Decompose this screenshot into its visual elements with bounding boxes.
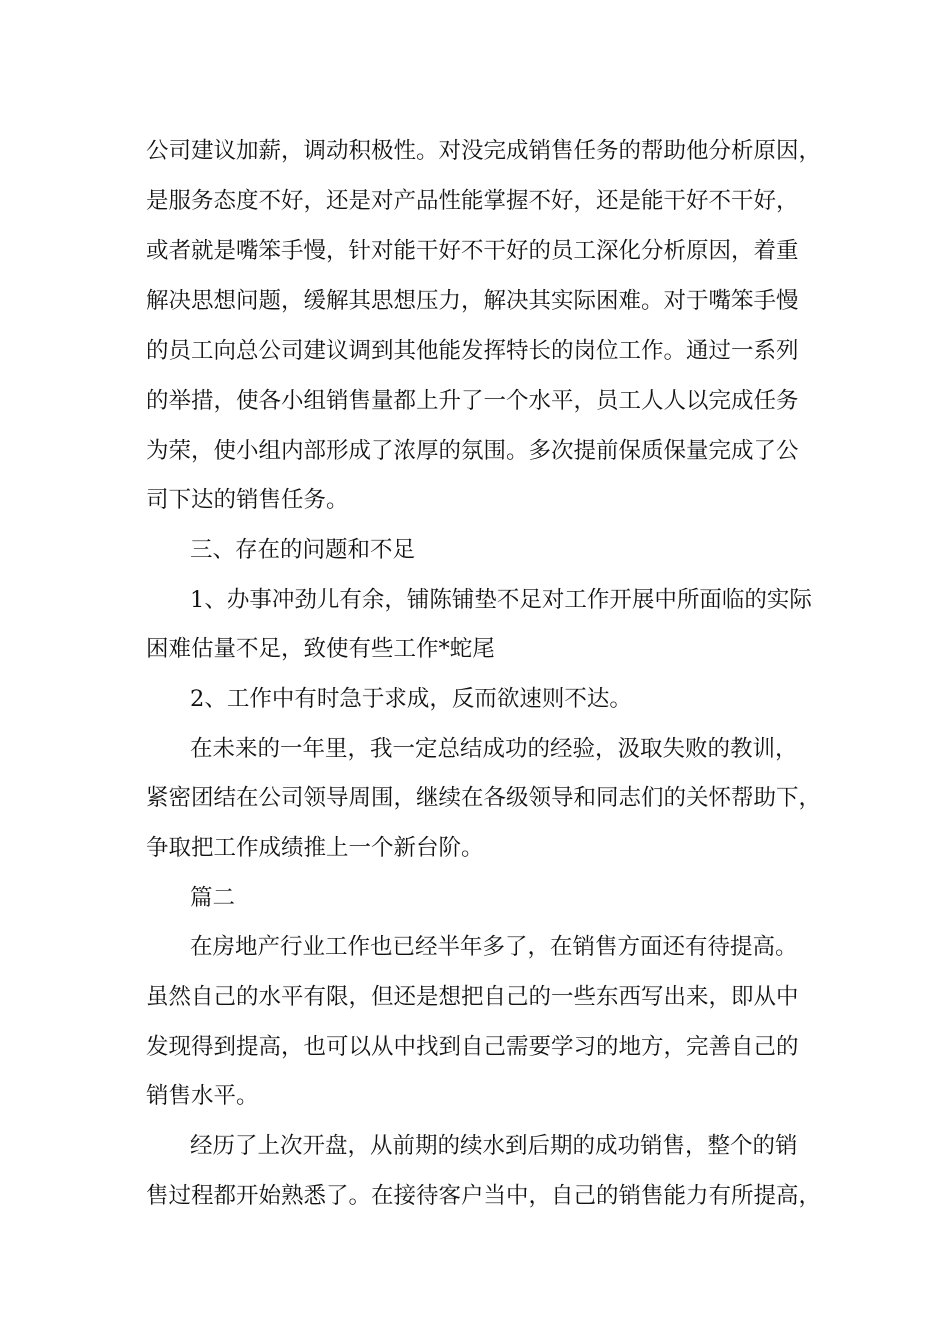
text-line: 紧密团结在公司领导周围，继续在各级领导和同志们的关怀帮助下， xyxy=(146,785,822,811)
paragraph-start: 在未来的一年里，我一定总结成功的经验，汲取失败的教训， xyxy=(190,736,798,762)
text-line: 是服务态度不好，还是对产品性能掌握不好，还是能干好不干好， xyxy=(146,188,799,214)
text-line: 虽然自己的水平有限，但还是想把自己的一些东西写出来，即从中 xyxy=(146,984,799,1010)
text-line: 的员工向总公司建议调到其他能发挥特长的岗位工作。通过一系列 xyxy=(146,338,799,364)
text-line: 解决思想问题，缓解其思想压力，解决其实际困难。对于嘴笨手慢 xyxy=(146,288,799,314)
list-item: 2、工作中有时急于求成，反而欲速则不达。 xyxy=(190,686,632,712)
text-line: 销售水平。 xyxy=(146,1083,259,1109)
paragraph-start: 经历了上次开盘，从前期的续水到后期的成功销售，整个的销 xyxy=(190,1133,798,1159)
text-line: 的举措，使各小组销售量都上升了一个水平，员工人人以完成任务 xyxy=(146,388,799,414)
text-line: 或者就是嘴笨手慢，针对能干好不干好的员工深化分析原因，着重 xyxy=(146,238,799,264)
text-line: 困难估量不足，致使有些工作*蛇尾 xyxy=(146,636,495,662)
text-line: 公司建议加薪，调动积极性。对没完成销售任务的帮助他分析原因， xyxy=(146,138,822,164)
text-line: 售过程都开始熟悉了。在接待客户当中，自己的销售能力有所提高， xyxy=(146,1183,822,1209)
section-heading: 三、存在的问题和不足 xyxy=(190,537,416,563)
text-line: 发现得到提高，也可以从中找到自己需要学习的地方，完善自己的 xyxy=(146,1034,799,1060)
list-item: 1、办事冲劲儿有余，铺陈铺垫不足对工作开展中所面临的实际 xyxy=(190,587,812,613)
paragraph-start: 在房地产行业工作也已经半年多了，在销售方面还有待提高。 xyxy=(190,934,798,960)
text-line: 争取把工作成绩推上一个新台阶。 xyxy=(146,835,484,861)
text-line: 为荣，使小组内部形成了浓厚的氛围。多次提前保质保量完成了公 xyxy=(146,438,799,464)
section-heading: 篇二 xyxy=(190,885,236,911)
text-line: 司下达的销售任务。 xyxy=(146,487,349,513)
